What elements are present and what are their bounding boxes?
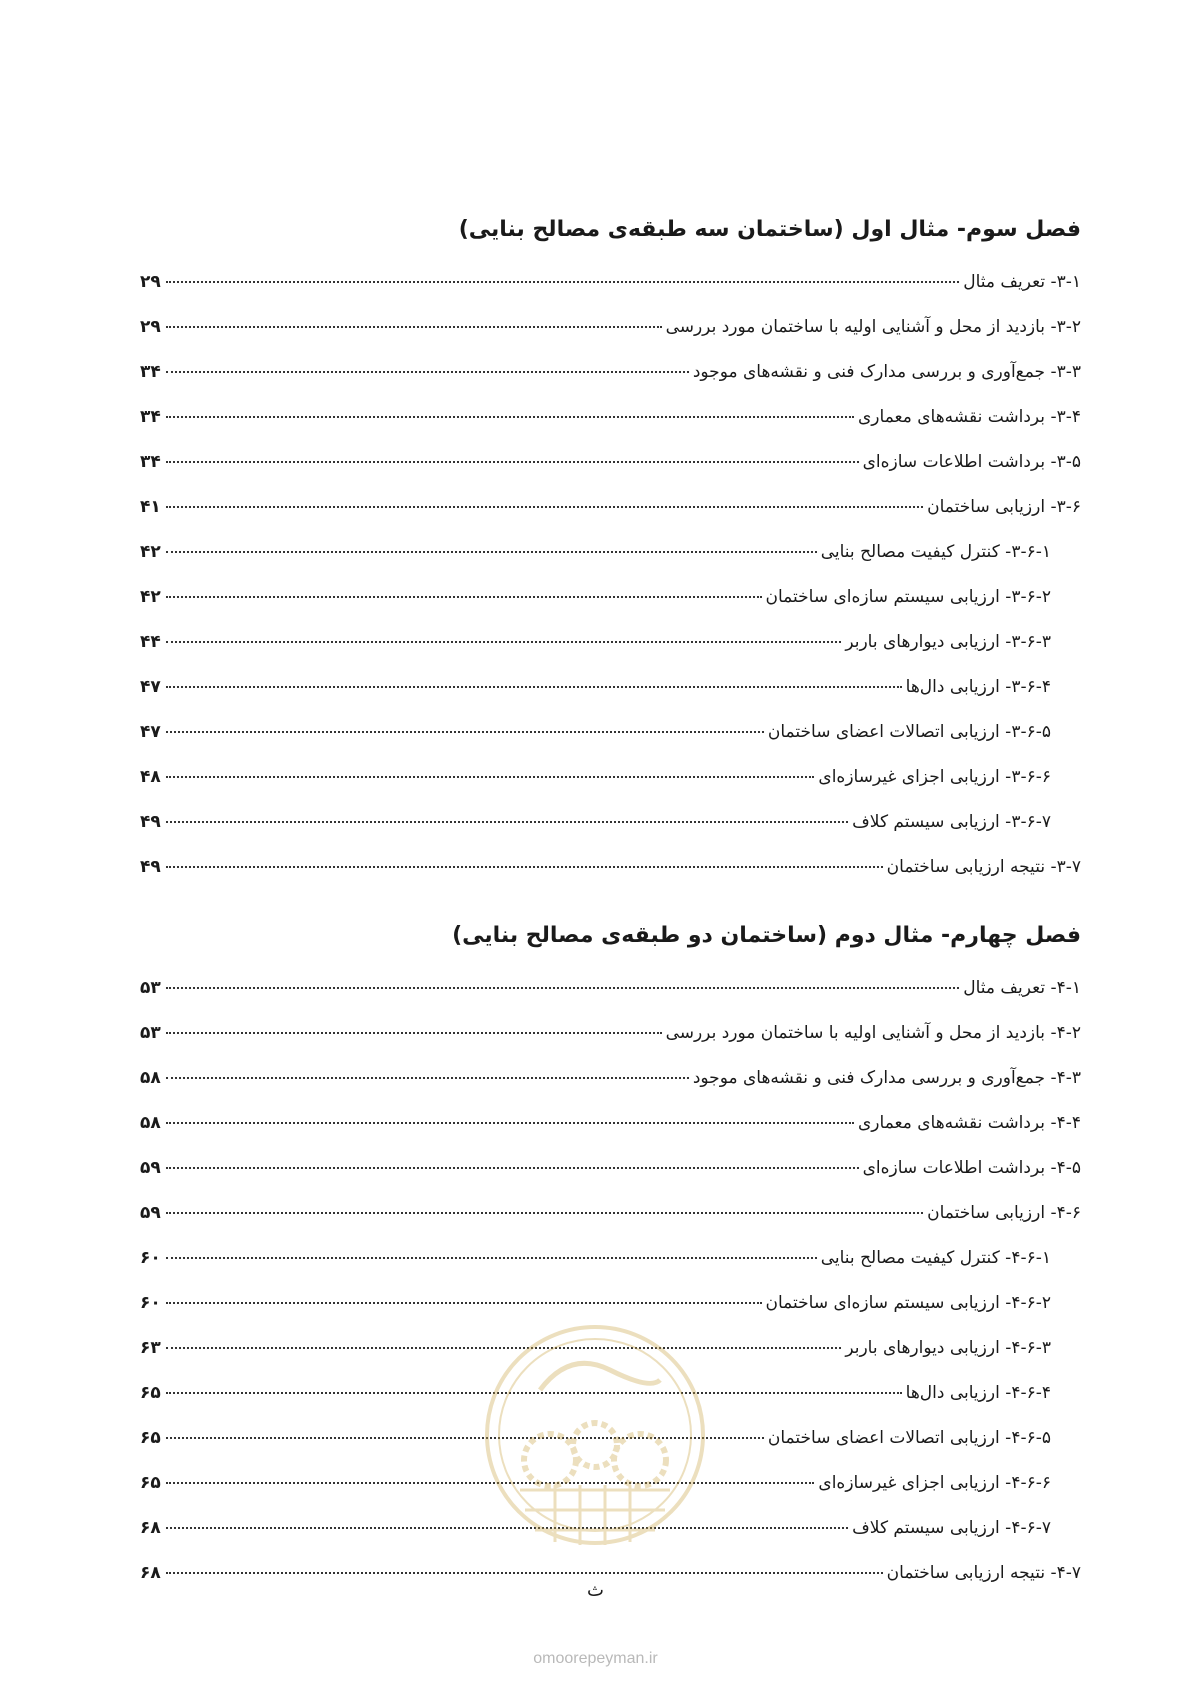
toc-entry [140, 966, 1081, 1011]
toc-entry-title: ۴-۶-۷- ارزیابی سیستم کلاف [852, 1518, 1051, 1538]
toc-entry [140, 395, 1081, 440]
toc-entry-title: ۳-۴- برداشت نقشه‌های معماری [858, 407, 1081, 427]
toc-entry-page: ۲۹ [140, 317, 161, 337]
toc-entry-page: ۴۲ [140, 542, 161, 562]
toc-entry-title: ۴-۶-۵- ارزیابی اتصالات اعضای ساختمان [767, 1428, 1051, 1448]
toc-leader-dots [166, 506, 923, 508]
toc-entry-title: ۳-۶-۳- ارزیابی دیوارهای باربر [845, 632, 1051, 652]
toc-leader-dots [166, 821, 848, 823]
toc-leader-dots [166, 731, 764, 733]
toc-entry-page: ۶۵ [140, 1473, 161, 1493]
toc-entry [140, 530, 1081, 575]
toc-entry-title: ۴-۶-۱- کنترل کیفیت مصالح بنایی [820, 1248, 1051, 1268]
toc-leader-dots [166, 1257, 817, 1259]
toc-entry-page: ۴۷ [140, 677, 161, 697]
toc-entry-page: ۶۰ [140, 1248, 161, 1268]
watermark-url: omoorepeyman.ir [533, 1650, 658, 1667]
toc-entry-page: ۶۵ [140, 1428, 161, 1448]
toc-entry-title: ۳-۲- بازدید از محل و آشنایی اولیه با ساختمان مورد بررسی [665, 317, 1081, 337]
toc-leader-dots [166, 1122, 854, 1124]
toc-leader-dots [166, 551, 817, 553]
toc-leader-dots [166, 1302, 762, 1304]
toc-entry-title: ۴-۲- بازدید از محل و آشنایی اولیه با ساختمان مورد بررسی [665, 1023, 1081, 1043]
toc-entry-page: ۴۷ [140, 722, 161, 742]
toc-entry-page: ۴۴ [140, 632, 161, 652]
toc-entry-page: ۳۴ [140, 407, 161, 427]
toc-entry [140, 575, 1081, 620]
toc-entry-title: ۳-۷- نتیجه ارزیابی ساختمان [886, 857, 1081, 877]
toc-entry-page: ۵۸ [140, 1068, 161, 1088]
toc-entry-title: ۴-۵- برداشت اطلاعات سازه‌ای [862, 1158, 1081, 1178]
toc-entry-page: ۵۳ [140, 1023, 161, 1043]
toc-entry-title: ۴-۶-۳- ارزیابی دیوارهای باربر [845, 1338, 1051, 1358]
toc-entry-title: ۴-۶-۶- ارزیابی اجزای غیرسازه‌ای [818, 1473, 1051, 1493]
toc-entry-title: ۴-۴- برداشت نقشه‌های معماری [858, 1113, 1081, 1133]
toc-entry [140, 755, 1081, 800]
toc-leader-dots [166, 281, 959, 283]
toc-entry-title: ۳-۶-۶- ارزیابی اجزای غیرسازه‌ای [818, 767, 1051, 787]
toc-entry-page: ۵۸ [140, 1113, 161, 1133]
toc-entry [140, 440, 1081, 485]
toc-entry-title: ۴-۳- جمع‌آوری و بررسی مدارک فنی و نقشه‌های موجود [692, 1068, 1081, 1088]
toc-entry [140, 665, 1081, 710]
toc-entry-title: ۴-۶- ارزیابی ساختمان [927, 1203, 1081, 1223]
toc-leader-dots [166, 371, 689, 373]
chapter-3-title: فصل سوم- مثال اول (ساختمان سه طبقه‌ی مصالح بنایی) [458, 217, 1081, 242]
toc-entry [140, 1146, 1081, 1191]
toc-entry-page: ۶۰ [140, 1293, 161, 1313]
toc-leader-dots [166, 1572, 883, 1574]
toc-entry-page: ۶۵ [140, 1383, 161, 1403]
toc-leader-dots [166, 1077, 689, 1079]
toc-entry-title: ۳-۶-۵- ارزیابی اتصالات اعضای ساختمان [767, 722, 1051, 742]
toc-entry-page: ۶۳ [140, 1338, 161, 1358]
chapter-3-entries [140, 260, 1081, 890]
page-number: ث [587, 1580, 604, 1601]
toc-entry-page: ۲۹ [140, 272, 161, 292]
toc-leader-dots [166, 987, 959, 989]
toc-entry-page: ۴۸ [140, 767, 161, 787]
toc-entry-page: ۳۴ [140, 362, 161, 382]
toc-entry [140, 485, 1081, 530]
toc-entry-title: ۴-۱- تعریف مثال [963, 978, 1081, 998]
toc-entry [140, 260, 1081, 305]
toc-entry-page: ۶۸ [140, 1518, 161, 1538]
toc-entry [140, 620, 1081, 665]
toc-entry-title: ۳-۱- تعریف مثال [963, 272, 1081, 292]
toc-entry-title: ۴-۶-۲- ارزیابی سیستم سازه‌ای ساختمان [765, 1293, 1051, 1313]
toc-entry [140, 350, 1081, 395]
toc-entry [140, 800, 1081, 845]
toc-entry-title: ۳-۶-۷- ارزیابی سیستم کلاف [852, 812, 1051, 832]
toc-entry-title: ۳-۳- جمع‌آوری و بررسی مدارک فنی و نقشه‌های موجود [692, 362, 1081, 382]
toc-entry-page: ۵۹ [140, 1158, 161, 1178]
toc-leader-dots [166, 1167, 859, 1169]
toc-leader-dots [166, 866, 883, 868]
toc-leader-dots [166, 326, 662, 328]
toc-leader-dots [166, 596, 762, 598]
toc-entry-page: ۴۱ [140, 497, 161, 517]
toc-entry-page: ۴۹ [140, 857, 161, 877]
toc-entry [140, 1011, 1081, 1056]
toc-entry-title: ۳-۶-۴- ارزیابی دال‌ها [905, 677, 1051, 697]
toc-entry-title: ۴-۷- نتیجه ارزیابی ساختمان [886, 1563, 1081, 1583]
toc-entry-page: ۴۹ [140, 812, 161, 832]
toc-leader-dots [166, 416, 854, 418]
toc-entry-title: ۳-۵- برداشت اطلاعات سازه‌ای [862, 452, 1081, 472]
toc-entry [140, 1056, 1081, 1101]
toc-entry-page: ۴۲ [140, 587, 161, 607]
toc-leader-dots [166, 641, 841, 643]
chapter-4-title: فصل چهارم- مثال دوم (ساختمان دو طبقه‌ی مصالح بنایی) [452, 923, 1081, 948]
toc-entry-page: ۶۸ [140, 1563, 161, 1583]
toc-entry-title: ۳-۶- ارزیابی ساختمان [927, 497, 1081, 517]
toc-entry-page: ۳۴ [140, 452, 161, 472]
toc-entry [140, 845, 1081, 890]
toc-entry-title: ۴-۶-۴- ارزیابی دال‌ها [905, 1383, 1051, 1403]
toc-entry [140, 1101, 1081, 1146]
toc-leader-dots [166, 776, 814, 778]
toc-leader-dots [166, 1212, 923, 1214]
toc-entry [140, 1191, 1081, 1236]
toc-entry-page: ۵۹ [140, 1203, 161, 1223]
toc-entry-title: ۳-۶-۲- ارزیابی سیستم سازه‌ای ساختمان [765, 587, 1051, 607]
toc-entry-page: ۵۳ [140, 978, 161, 998]
toc-leader-dots [166, 686, 902, 688]
toc-leader-dots [166, 461, 859, 463]
toc-entry [140, 710, 1081, 755]
toc-entry-title: ۳-۶-۱- کنترل کیفیت مصالح بنایی [820, 542, 1051, 562]
toc-leader-dots [166, 1032, 662, 1034]
watermark-seal [480, 1320, 710, 1570]
toc-entry [140, 1236, 1081, 1281]
toc-entry [140, 305, 1081, 350]
